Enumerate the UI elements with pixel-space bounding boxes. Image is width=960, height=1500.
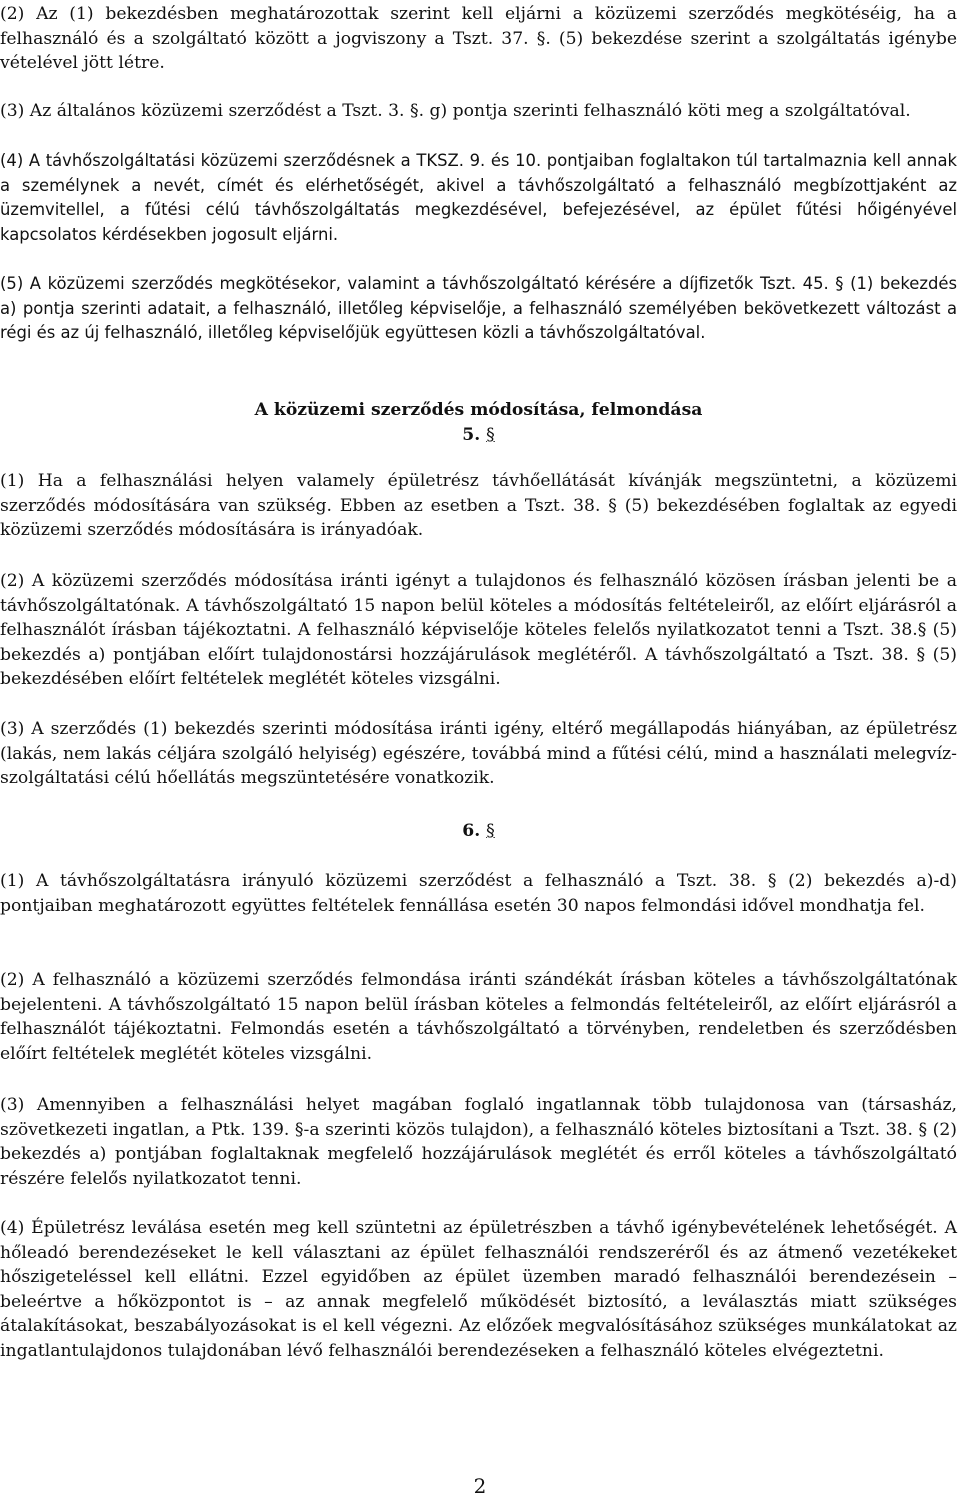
section-5-paragraph-3: (3) A szerződés (1) bekezdés szerinti módosítása iránti igény, eltérő megállapodás hiányában, az épületrész (lakás, nem lakás céljára szolgáló helyiség) egészére, továbbá mind a fűtési célú, mind a használati melegvíz-szolgáltatási célú hőellátás megszüntetésére vonatkozik. (0, 719, 957, 789)
section-6-paragraph-3: (3) Amennyiben a felhasználási helyet magában foglaló ingatlannak több tulajdonosa van (társasház, szövetkezeti ingatlan, a Ptk. 139. §-a szerinti közös tulajdon), a felhasználó köteles biztosítani a Tszt. 38. § (2) bekezdés a) pontjában foglaltaknak megfelelő hozzájárulások meglétét és erről köteles a távhőszolgáltató részére felelős nyilatkozatot tenni. (0, 1095, 957, 1189)
paragraph-3: (3) Az általános közüzemi szerződést a Tszt. 3. §. g) pontja szerinti felhasználó köti meg a szolgáltatóval. (0, 101, 911, 121)
section-6-number: 6. (462, 821, 481, 841)
section-6-paragraph-1: (1) A távhőszolgáltatásra irányuló közüzemi szerződést a felhasználó a Tszt. 38. § (2) bekezdés a)-d) pontjaiban meghatározott együttes feltételek fennállása esetén 30 napos felmondási idővel mondhatja fel. (0, 871, 957, 916)
page-number: 2 (473, 1474, 487, 1498)
section-5-paragraph-2: (2) A közüzemi szerződés módosítása iránti igényt a tulajdonos és felhasználó közösen írásban jelenti be a távhőszolgáltatónak. A távhőszolgáltató 15 napon belül köteles a módosítás feltételeiről, az előírt eljárásról a felhasználót írásban tájékoztatni. A felhasználó képviselője köteles felelős nyilatkozatot tenni a Tszt. 38.§ (5) bekezdés a) pontjában előírt tulajdonostársi hozzájárulások meglétéről. A távhőszolgáltató a Tszt. 38. § (5) bekezdésében előírt feltételek meglétét köteles vizsgálni. (0, 571, 957, 690)
section-6-paragraph-2: (2) A felhasználó a közüzemi szerződés felmondása iránti szándékát írásban köteles a távhőszolgáltatónak bejelenteni. A távhőszolgáltató 15 napon belül írásban köteles a felmondás feltételeiről, az előírt eljárásról a felhasználót tájékoztatni. Felmondás esetén a távhőszolgáltató a törvényben, rendeletben és szerződésben előírt feltételek meglétét köteles vizsgálni. (0, 970, 957, 1064)
paragraph-5: (5) A közüzemi szerződés megkötésekor, valamint a távhőszolgáltató kérésére a díjfizetők Tszt. 45. § (1) bekezdés a) pontja szerinti adatait, a felhasználó, illetőleg képviselője, a felhasználó személyében bekövetkezett változást a régi és az új felhasználó, illetőleg képviselőjük együttesen közli a távhőszolgáltatóval. (0, 274, 957, 343)
section-5-paragraph-1: (1) Ha a felhasználási helyen valamely épületrész távhőellátását kívánják megszüntetni, a közüzemi szerződés módosítására van szükség. Ebben az esetben a Tszt. 38. § (5) bekezdésében foglaltak az egyedi közüzemi szerződés módosítására is irányadóak. (0, 471, 957, 541)
section-title: A közüzemi szerződés módosítása, felmondása (254, 400, 703, 420)
section-6-paragraph-4: (4) Épületrész leválása esetén meg kell szüntetni az épületrészben a távhő igénybevételének lehetőségét. A hőleadó berendezéseket le kell választani az épület felhasználói rendszeréről és az átmenő vezetékeket hőszigeteléssel kell ellátni. Ezzel egyidőben az épület üzemben maradó felhasználói berendezésein – beleértve a hőközpontot is – az annak megfelelő működését biztosító, a leválasztás miatt szükséges átalakításokat, beszabályozásokat is el kell végezni. Az előzőek megvalósításához szükséges munkálatokat az ingatlantulajdonos tulajdonában lévő felhasználói berendezéseken a felhasználó köteles elvégeztetni. (0, 1218, 957, 1361)
paragraph-2: (2) Az (1) bekezdésben meghatározottak szerint kell eljárni a közüzemi szerződés megkötéséig, ha a felhasználó és a szolgáltató között a jogviszony a Tszt. 37. §. (5) bekezdése szerint a szolgáltatás igénybe vételével jött létre. (0, 4, 957, 74)
section-5-heading (0, 423, 957, 448)
paragraph-4: (4) A távhőszolgáltatási közüzemi szerződésnek a TKSZ. 9. és 10. pontjaiban foglaltakon túl tartalmaznia kell annak a személynek a nevét, címét és elérhetőségét, akivel a távhőszolgáltató a felhasználó megbízottjaként az üzemvitellel, a fűtési célú távhőszolgáltatás megkezdésével, befejezésével, az épület fűtési hőigényével kapcsolatos kérdésekben jogosult eljárni. (0, 151, 957, 244)
section-6-heading (0, 819, 957, 844)
paragraph-sign: § (486, 821, 495, 841)
paragraph-sign: § (486, 425, 495, 445)
section-5-number: 5. (462, 425, 481, 445)
